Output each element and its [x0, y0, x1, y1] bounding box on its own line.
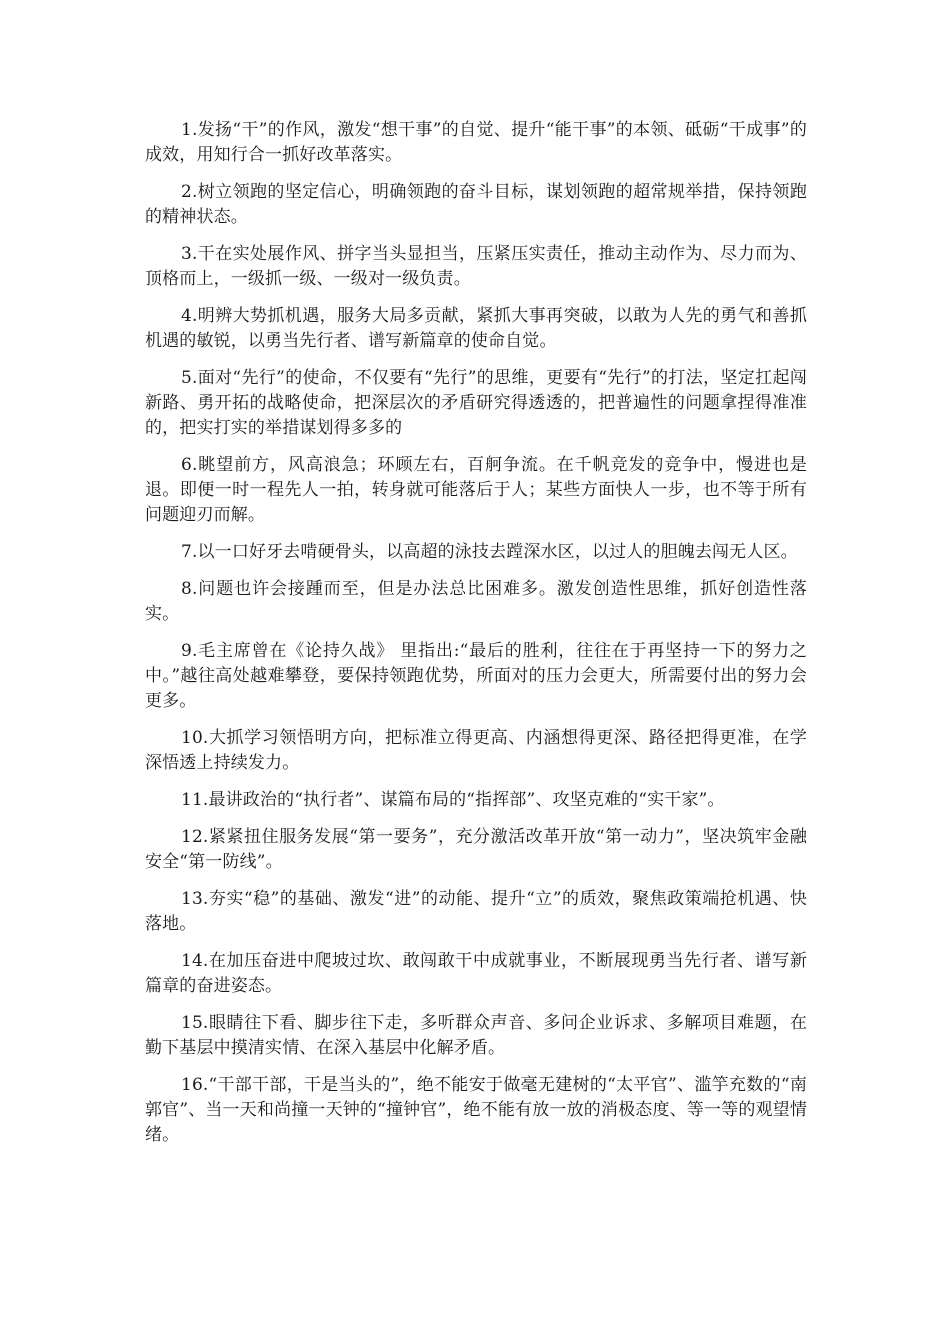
paragraph-3: 3.干在实处展作风、拼字当头显担当，压紧压实责任，推动主动作为、尽力而为、顶格而上，一级抓一级、一级对一级负责。 [145, 244, 807, 289]
paragraph-14: 14.在加压奋进中爬坡过坎、敢闯敢干中成就事业，不断展现勇当先行者、谱写新篇章的奋进姿态。 [145, 951, 807, 996]
paragraph-10: 10.大抓学习领悟明方向，把标准立得更高、内涵想得更深、路径把得更准，在学深悟透上持续发力。 [145, 728, 807, 773]
paragraph-11: 11.最讲政治的“执行者”、谋篇布局的“指挥部”、攻坚克难的“实干家”。 [181, 790, 725, 810]
document-body [145, 118, 807, 1160]
paragraph-4: 4.明辨大势抓机遇，服务大局多贡献，紧抓大事再突破，以敢为人先的勇气和善抓机遇的敏锐，以勇当先行者、谱写新篇章的使命自觉。 [145, 306, 807, 351]
paragraph-7: 7.以一口好牙去啃硬骨头，以高超的泳技去蹚深水区，以过人的胆魄去闯无人区。 [181, 542, 798, 562]
paragraph-1: 1.发扬“干”的作风，激发“想干事”的自觉、提升“能干事”的本领、砥砺“干成事”的成效，用知行合一抓好改革落实。 [145, 120, 807, 165]
paragraph-12: 12.紧紧扭住服务发展“第一要务”，充分激活改革开放“第一动力”，坚决筑牢金融安全“第一防线”。 [145, 827, 807, 872]
paragraph-6: 6.眺望前方，风高浪急；环顾左右，百舸争流。在千帆竞发的竞争中，慢进也是退。即便一时一程先人一拍，转身就可能落后于人；某些方面快人一步，也不等于所有问题迎刃而解。 [145, 455, 807, 525]
paragraph-8: 8.问题也许会接踵而至，但是办法总比困难多。激发创造性思维，抓好创造性落实。 [145, 579, 807, 624]
paragraph-9: 9.毛主席曾在《论持久战》 里指出:“最后的胜利，往往在于再坚持一下的努力之中。”越往高处越难攀登，要保持领跑优势，所面对的压力会更大，所需要付出的努力会更多。 [145, 641, 807, 711]
paragraph-13: 13.夯实“稳”的基础、激发“进”的动能、提升“立”的质效，聚焦政策端抢机遇、快落地。 [145, 889, 807, 934]
paragraph-16: 16.“干部干部，干是当头的”，绝不能安于做毫无建树的“太平官”、滥竽充数的“南郭官”、当一天和尚撞一天钟的“撞钟官”，绝不能有放一放的消极态度、等一等的观望情绪。 [145, 1075, 807, 1145]
paragraph-15: 15.眼睛往下看、脚步往下走，多听群众声音、多问企业诉求、多解项目难题，在勤下基层中摸清实情、在深入基层中化解矛盾。 [145, 1013, 807, 1058]
paragraph-5: 5.面对“先行”的使命，不仅要有“先行”的思维，更要有“先行”的打法，坚定扛起闯新路、勇开拓的战略使命，把深层次的矛盾研究得透透的，把普遍性的问题拿捏得准准的，把实打实的举措谋划得多多的 [145, 368, 807, 438]
paragraph-2: 2.树立领跑的坚定信心，明确领跑的奋斗目标，谋划领跑的超常规举措，保持领跑的精神状态。 [145, 182, 807, 227]
